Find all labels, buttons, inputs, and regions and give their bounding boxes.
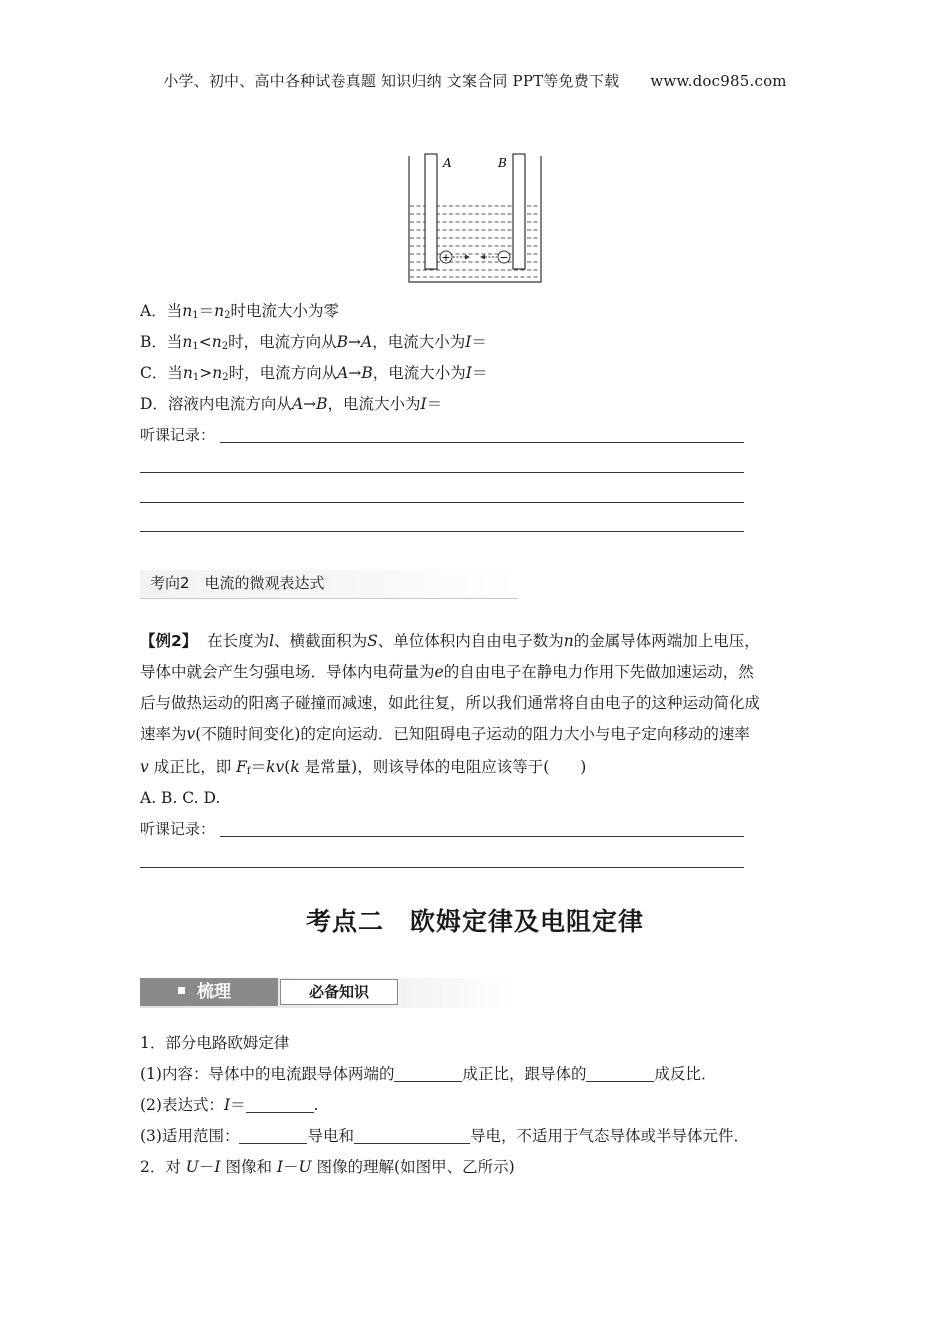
example2-line-1: 【例2】 在长度为l、横截面积为S、单位体积内自由电子数为n的金属导体两端加上电压， — [140, 632, 760, 650]
label-a: A — [443, 156, 452, 170]
content-line-1: 1．部分电路欧姆定律 — [140, 1034, 290, 1052]
notes-line[interactable] — [140, 867, 744, 868]
electrode-a — [425, 154, 437, 269]
tab-review[interactable]: 梳理 — [140, 978, 278, 1006]
section-banner-text: 考向2 电流的微观表达式 — [150, 574, 325, 592]
page-header — [0, 70, 950, 91]
notes-line[interactable] — [220, 442, 744, 443]
example2-line-2: 导体中就会产生匀强电场．导体内电荷量为e的自由电子在静电力作用下先做加速运动，然 — [140, 663, 754, 681]
content-line-4: (3)适用范围： 导电和 导电，不适用于气态导体或半导体元件． — [140, 1127, 749, 1145]
content-line-2: (1)内容：导体中的电流跟导体两端的 成正比，跟导体的 成反比． — [140, 1065, 717, 1083]
notes-line[interactable] — [140, 472, 744, 473]
content-line-5: 2．对 U－I 图像和 I－U 图像的理解(如图甲、乙所示) — [140, 1158, 515, 1176]
blank-field[interactable] — [354, 1127, 470, 1144]
square-icon — [178, 987, 185, 994]
notes-line[interactable] — [140, 531, 744, 532]
notes-line[interactable] — [140, 502, 744, 503]
notes-label-1: 听课记录： — [140, 426, 216, 444]
example2-line-4: 速率为v(不随时间变化)的定向运动．已知阻碍电子运动的阻力大小与电子定向移动的速率 — [140, 725, 750, 743]
example2-options[interactable]: A. B. C. D. — [140, 789, 221, 807]
section-title: 考点二 欧姆定律及电阻定律 — [305, 907, 644, 936]
tab-essential-knowledge[interactable]: 必备知识 — [280, 979, 398, 1005]
header-text: 小学、初中、高中各种试卷真题 知识归纳 文案合同 PPT等免费下载 — [163, 72, 620, 90]
electrode-b — [513, 154, 525, 269]
plus-sign: + — [441, 251, 451, 264]
arrow-right-icon — [465, 255, 470, 260]
minus-sign: − — [499, 251, 509, 264]
arrow-left-icon — [480, 255, 485, 260]
option-a[interactable]: A．当$n_1=n_2$时电流大小为零 — [140, 302, 339, 321]
example2-line-3: 后与做热运动的阳离子碰撞而减速，如此往复，所以我们通常将自由电子的这种运动简化成 — [140, 694, 761, 712]
blank-field[interactable] — [586, 1065, 654, 1082]
section-banner — [140, 570, 518, 599]
blank-field[interactable] — [239, 1127, 307, 1144]
option-c[interactable]: C．当$n_1>n_2$时，电流方向从A→B，电流大小为I＝ — [140, 364, 488, 383]
option-b[interactable]: B．当$n_1<n_2$时，电流方向从B→A，电流大小为I＝ — [140, 333, 487, 352]
notes-line[interactable] — [220, 836, 744, 837]
notes-label-2: 听课记录： — [140, 820, 216, 838]
option-d[interactable]: D．溶液内电流方向从A→B，电流大小为I＝ — [140, 395, 443, 413]
electrolysis-figure — [405, 150, 545, 285]
blank-field[interactable] — [246, 1096, 314, 1113]
label-b: B — [498, 156, 507, 170]
header-url[interactable]: www.doc985.com — [650, 72, 787, 90]
content-line-3: (2)表达式：I＝ . — [140, 1096, 319, 1114]
example2-line-5: v 成正比，即 $F_f=kv(k$ 是常量)，则该导体的电阻应该等于( ) — [140, 758, 587, 777]
blank-field[interactable] — [394, 1065, 462, 1082]
